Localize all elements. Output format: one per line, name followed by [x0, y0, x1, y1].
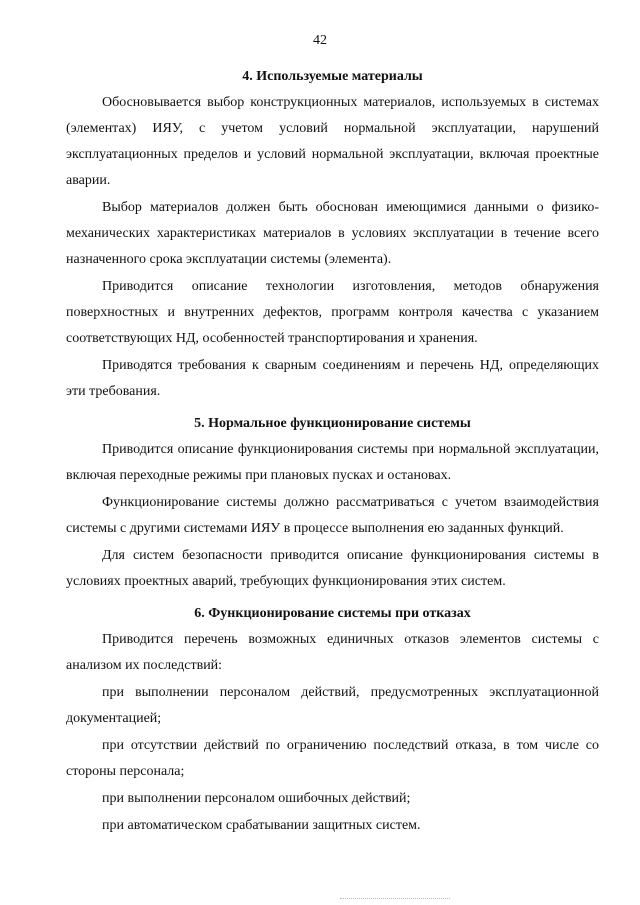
section-heading: 5. Нормальное функционирование системы — [194, 416, 471, 431]
section-heading: 4. Используемые материалы — [242, 69, 423, 84]
paragraph: Приводится описание технологии изготовления, методов обнаружения поверхностных и внутренних дефектов, программ контроля качества с указанием соответствующих НД, особенностей транспортирования и хранения. — [66, 279, 599, 346]
paragraph: Для систем безопасности приводится описание функционирования системы в условиях проектных аварий, требующих функционирования этих систем. — [66, 548, 599, 589]
list-item: при выполнении персоналом действий, предусмотренных эксплуатационной документацией; — [66, 685, 599, 726]
paragraph: Обосновывается выбор конструкционных материалов, используемых в системах (элементах) ИЯУ, с учетом условий нормальной эксплуатации, нарушений эксплуатационных пределов и условий нормальной эксплуатации, включая проектные аварии. — [66, 95, 599, 188]
list-item: при выполнении персоналом ошибочных действий; — [102, 791, 411, 806]
list-item: при отсутствии действий по ограничению последствий отказа, в том числе со стороны персонала; — [66, 738, 599, 779]
paragraph: Приводится перечень возможных единичных отказов элементов системы с анализом их последствий: — [66, 632, 599, 673]
section-materials — [66, 64, 599, 405]
list-item: при автоматическом срабатывании защитных систем. — [102, 818, 421, 833]
scan-artifact-line — [340, 898, 450, 901]
paragraph: Выбор материалов должен быть обоснован имеющимися данными о физико-механических характеристиках материалов в условиях эксплуатации в течение всего назначенного срока эксплуатации системы (элемента). — [66, 200, 599, 267]
paragraph: Приводятся требования к сварным соединениям и перечень НД, определяющих эти требования. — [66, 358, 599, 399]
section-normal-operation — [66, 411, 599, 595]
paragraph: Функционирование системы должно рассматриваться с учетом взаимодействия системы с другими системами ИЯУ в процессе выполнения ею заданных функций. — [66, 495, 599, 536]
section-failure-operation — [66, 601, 599, 839]
page-number: 42 — [313, 33, 327, 48]
paragraph: Приводится описание функционирования системы при нормальной эксплуатации, включая переходные режимы при плановых пусках и остановах. — [66, 442, 599, 483]
page-content — [66, 64, 599, 840]
section-heading: 6. Функционирование системы при отказах — [194, 606, 471, 621]
